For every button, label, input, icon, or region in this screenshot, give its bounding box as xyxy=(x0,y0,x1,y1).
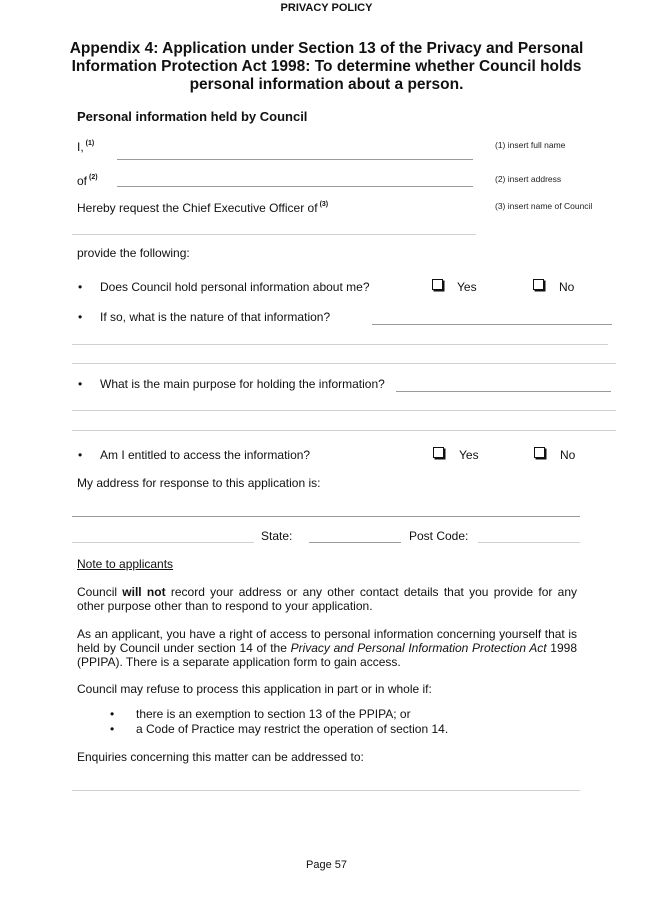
response-address-field[interactable] xyxy=(72,516,580,517)
suburb-field[interactable] xyxy=(72,542,254,543)
name-label-group xyxy=(77,140,94,154)
q3-answer-field[interactable] xyxy=(396,391,611,392)
note-paragraph-2-c: 1998 (PPIPA). There is a separate application form to gain access. xyxy=(77,641,577,669)
note-paragraph-2-act-title: Privacy and Personal Information Protection Act xyxy=(290,641,547,655)
name-superscript: (1) xyxy=(85,140,95,147)
address-field[interactable] xyxy=(117,186,473,187)
bullet: • xyxy=(110,707,115,721)
provide-label: provide the following: xyxy=(77,246,190,260)
q2-answer-line-2[interactable] xyxy=(72,344,608,345)
bullet: • xyxy=(78,448,83,462)
note-paragraph-2-a: As an applicant, you have a right of access to personal information concerning yourself that is held by Council under section 14 of the xyxy=(77,627,577,655)
address-label-group xyxy=(77,174,98,188)
state-label: State: xyxy=(261,529,293,543)
note-heading xyxy=(77,557,173,571)
q4-yes-label: Yes xyxy=(459,448,479,462)
note-paragraph-1-a: Council xyxy=(77,585,123,599)
enquiries-contact-field[interactable] xyxy=(72,790,580,791)
response-address-label: My address for response to this application is: xyxy=(77,476,321,490)
q3-answer-line-3[interactable] xyxy=(72,430,616,431)
note-paragraph-1-emphasis: will not xyxy=(122,585,166,599)
postcode-label: Post Code: xyxy=(409,529,469,543)
ceo-label-group xyxy=(77,201,328,215)
bullet: • xyxy=(110,722,115,736)
q2-answer-line-3[interactable] xyxy=(72,363,616,364)
name-label: I, xyxy=(77,140,84,154)
q1-yes-checkbox[interactable] xyxy=(432,279,443,290)
question-2: If so, what is the nature of that information? xyxy=(100,310,331,324)
ceo-superscript: (3) xyxy=(319,201,329,208)
q1-no-label: No xyxy=(559,280,575,294)
section-heading: Personal information held by Council xyxy=(77,109,308,124)
question-4: Am I entitled to access the information? xyxy=(100,448,311,462)
council-name-field[interactable] xyxy=(72,234,476,235)
q1-yes-label: Yes xyxy=(457,280,477,294)
q4-yes-checkbox[interactable] xyxy=(433,447,444,458)
q4-no-checkbox[interactable] xyxy=(534,447,545,458)
note-paragraph-2 xyxy=(77,627,577,669)
name-side-note: (1) insert full name xyxy=(495,140,566,150)
q4-no-label: No xyxy=(560,448,576,462)
bullet: • xyxy=(78,377,83,391)
note-paragraph-1 xyxy=(77,585,577,613)
state-field[interactable] xyxy=(309,542,401,543)
postcode-field[interactable] xyxy=(478,542,580,543)
bullet: • xyxy=(78,280,83,294)
note-paragraph-4: Enquiries concerning this matter can be addressed to: xyxy=(77,750,364,764)
note-paragraph-3: Council may refuse to process this application in part or in whole if: xyxy=(77,682,432,696)
ceo-label: Hereby request the Chief Executive Officer of xyxy=(77,201,318,215)
question-3: What is the main purpose for holding the information? xyxy=(100,377,385,391)
address-superscript: (2) xyxy=(89,174,98,181)
council-side-note: (3) insert name of Council xyxy=(495,201,593,211)
note-paragraph-1-c: record your address or any other contact details that you provide for any other purpose other than to respond to your application. xyxy=(77,585,578,613)
q3-answer-line-2[interactable] xyxy=(72,410,616,411)
question-1: Does Council hold personal information about me? xyxy=(100,280,370,294)
page-number: Page 57 xyxy=(306,859,347,871)
page-title: Appendix 4: Application under Section 13 of the Privacy and Personal Information Protection Act 1998: To determine whether Council holds personal information about a person. xyxy=(69,40,584,93)
full-name-field[interactable] xyxy=(117,159,473,160)
q2-answer-field[interactable] xyxy=(372,324,612,325)
address-label: of xyxy=(77,174,88,188)
page-header: PRIVACY POLICY xyxy=(280,2,373,14)
refusal-reason-1: there is an exemption to section 13 of the PPIPA; or xyxy=(136,707,411,721)
q1-no-checkbox[interactable] xyxy=(533,279,544,290)
refusal-reason-2: a Code of Practice may restrict the operation of section 14. xyxy=(136,722,449,736)
address-side-note: (2) insert address xyxy=(495,174,562,184)
bullet: • xyxy=(78,310,83,324)
note-heading-text: Note to applicants xyxy=(77,557,174,571)
